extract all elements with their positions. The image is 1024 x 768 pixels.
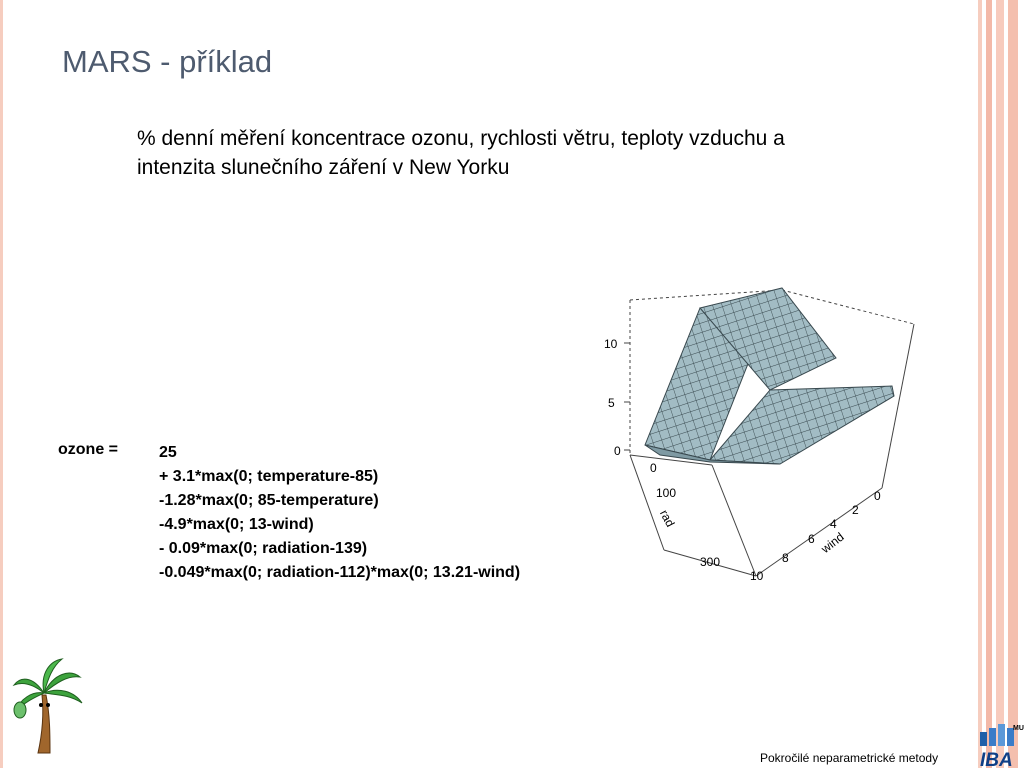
stripe-3 — [996, 0, 1004, 768]
equation-term: - 0.09*max(0; radiation-139) — [159, 540, 368, 557]
surface-plateau — [710, 386, 894, 464]
equation — [159, 441, 520, 585]
z-tick-10: 10 — [604, 337, 618, 351]
surface-plot — [600, 280, 930, 590]
rad-tick-100: 100 — [656, 486, 677, 500]
footer-text: Pokročilé neparametrické metody — [760, 751, 939, 765]
wind-tick-10: 10 — [750, 569, 764, 583]
stripe-4 — [1008, 0, 1018, 768]
wind-tick-0: 0 — [874, 489, 881, 503]
wind-tick-2: 2 — [852, 503, 859, 517]
stripe-2 — [986, 0, 992, 768]
z-tick-5: 5 — [608, 396, 615, 410]
slide-title: MARS - příklad — [62, 44, 273, 79]
mu-text: MU — [1013, 725, 1024, 732]
iba-logo — [978, 722, 1024, 768]
stripe-1 — [978, 0, 982, 768]
slide-description: % denní měření koncentrace ozonu, rychlosti větru, teploty vzduchu a intenzita slunečního záření v New Yorku — [137, 127, 785, 179]
equation-term: 25 — [159, 444, 177, 461]
rad-tick-0: 0 — [650, 461, 657, 475]
equation-term: + 3.1*max(0; temperature-85) — [159, 468, 379, 485]
rad-tick-300: 300 — [700, 555, 721, 569]
left-stripe — [0, 0, 3, 768]
palm-tree-icon — [12, 655, 87, 755]
equation-term: -4.9*max(0; 13-wind) — [159, 516, 314, 533]
equation-label: ozone = — [58, 441, 119, 458]
wind-tick-6: 6 — [808, 532, 815, 546]
equation-term: -0.049*max(0; radiation-112)*max(0; 13.21-wind) — [159, 564, 521, 581]
rad-axis-label: rad — [657, 507, 678, 530]
wind-axis-label: wind — [818, 529, 847, 556]
wind-tick-4: 4 — [830, 517, 837, 531]
z-tick-0: 0 — [614, 444, 621, 458]
iba-text: IBA — [980, 750, 1013, 768]
wind-tick-8: 8 — [782, 551, 789, 565]
equation-term: -1.28*max(0; 85-temperature) — [159, 492, 379, 509]
